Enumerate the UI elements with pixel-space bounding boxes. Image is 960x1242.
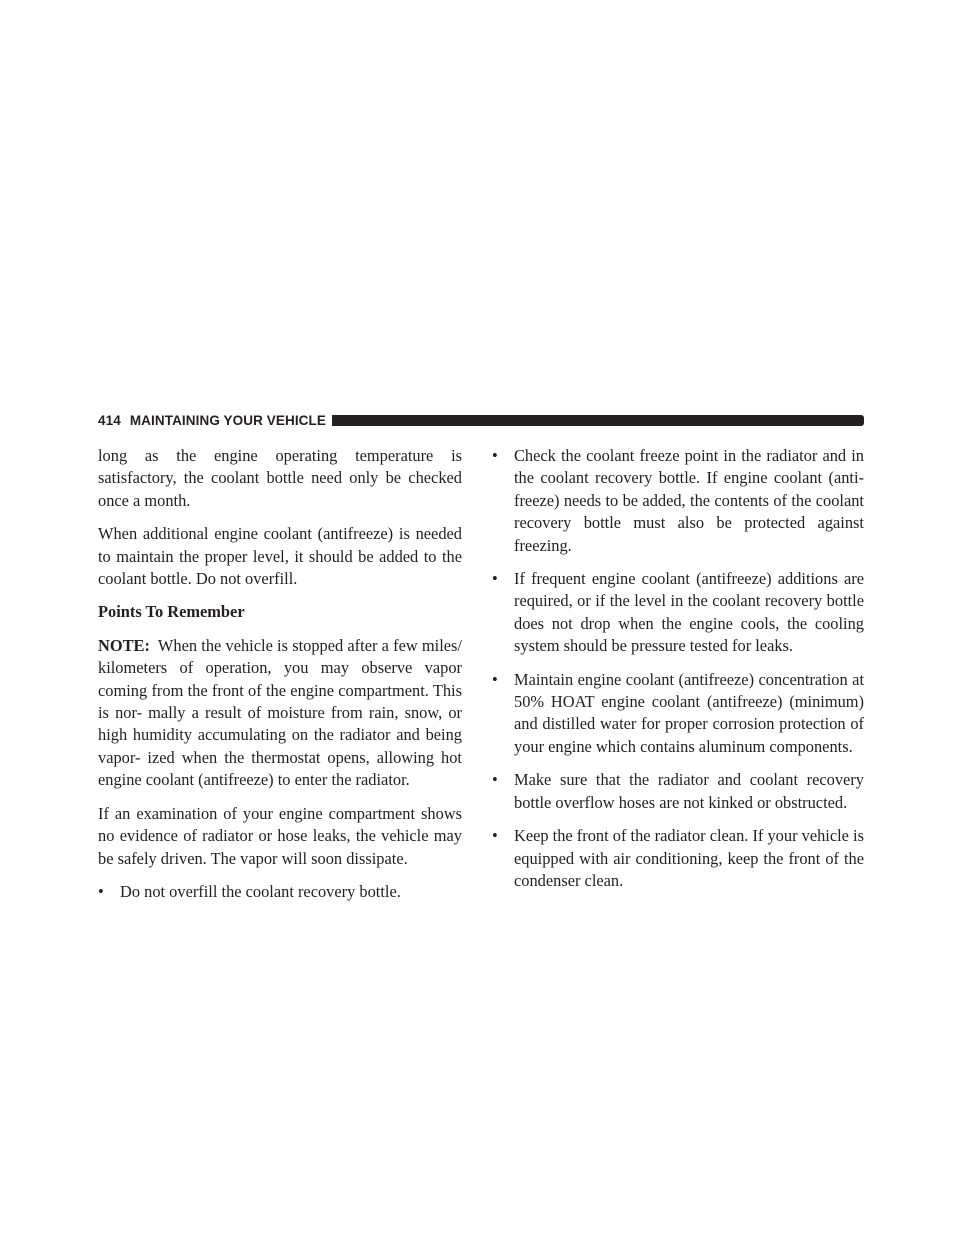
paragraph: When additional engine coolant (antifreeze) is needed to maintain the proper level, it should be added to the coolant bottle. Do not overfill. (98, 524, 462, 589)
paragraph: long as the engine operating temperature is satisfactory, the coolant bottle need only be checked once a month. (98, 446, 462, 510)
paragraph: If an examination of your engine compartment shows no evidence of radiator or hose leaks, the vehicle may be safely driven. The vapor will soon dissipate. (98, 803, 462, 868)
bullet-text: If frequent engine coolant (antifreeze) additions are required, or if the level in the coolant recovery bottle does not drop when the engine cools, the cooling system should be pressure tested for leaks. (514, 569, 864, 656)
bullet-item (492, 669, 864, 759)
header-rule (332, 415, 864, 426)
bullet-icon: • (492, 569, 498, 589)
bullet-text: Keep the front of the radiator clean. If your vehicle is equipped with air conditioning, keep the front of the condenser clean. (514, 826, 864, 890)
note-text: When the vehicle is stopped after a few miles/ kilometers of operation, you may observe vapor coming from the front of the engine compartment. This is nor- mally a result of moisture from rain, snow, or high humidity accumulating on the radiator and being vapor- ized when the thermostat opens, allowing hot engine coolant (antifreeze) to enter the radiator. (98, 635, 462, 790)
bullet-item (492, 769, 864, 814)
note-paragraph (98, 635, 462, 792)
bullet-text: Check the coolant freeze point in the radiator and in the coolant recovery bottle. If engine coolant (anti- freeze) needs to be added, the contents of the coolant recovery bottle must also be protected against freezing. (514, 446, 864, 555)
bullet-icon: • (492, 446, 498, 465)
bullet-text: Maintain engine coolant (antifreeze) concentration at 50% HOAT engine coolant (antifreeze) (minimum) and distilled water for proper corrosion protection of your engine which contains aluminum components. (514, 669, 864, 756)
bullet-icon: • (492, 826, 498, 846)
bullet-icon: • (492, 669, 498, 689)
bullet-item (492, 568, 864, 658)
page-header (98, 413, 864, 428)
bullet-icon: • (98, 881, 104, 901)
page-number: 414 (98, 413, 121, 428)
bullet-item (492, 445, 864, 557)
bullet-item (492, 825, 864, 892)
bullet-icon: • (492, 770, 498, 790)
section-subheading: Points To Remember (98, 602, 245, 622)
bullet-text: Make sure that the radiator and coolant recovery bottle overflow hoses are not kinked or obstructed. (514, 770, 864, 812)
right-column (492, 445, 864, 903)
bullet-item (98, 881, 462, 903)
note-label: NOTE: (98, 635, 150, 655)
left-column (98, 445, 462, 914)
bullet-text: Do not overfill the coolant recovery bottle. (120, 881, 401, 901)
section-title: MAINTAINING YOUR VEHICLE (129, 413, 326, 428)
